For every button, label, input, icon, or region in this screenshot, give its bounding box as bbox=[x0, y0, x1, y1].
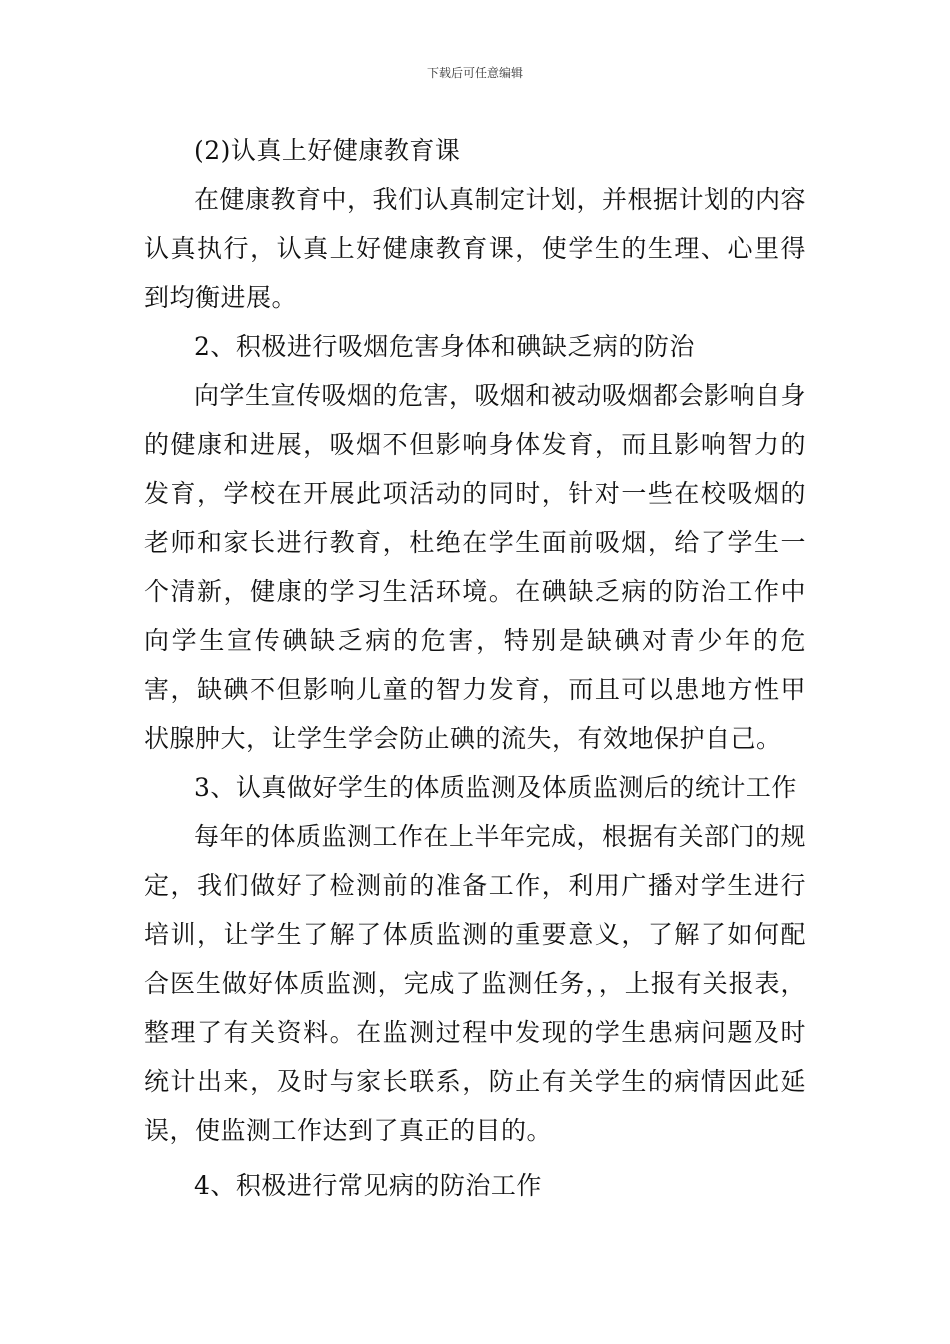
document-body bbox=[144, 126, 806, 1210]
page-header-note: 下载后可任意编辑 bbox=[426, 66, 523, 80]
heading-smoking-iodine: 2、积极进行吸烟危害身体和碘缺乏病的防治 bbox=[194, 332, 695, 361]
heading-common-diseases: 4、积极进行常见病的防治工作 bbox=[194, 1171, 542, 1200]
paragraph-health-education: 在健康教育中，我们认真制定计划，并根据计划的内容认真执行，认真上好健康教育课，使学生的生理、心里得到均衡进展。 bbox=[144, 185, 807, 312]
paragraph-physical-monitoring: 每年的体质监测工作在上半年完成，根据有关部门的规定，我们做好了检测前的准备工作，利用广播对学生进行培训，让学生了解了体质监测的重要意义，了解了如何配合医生做好体质监测，完成了监测任务，，上报有关报表，整理了有关资料。在监测过程中发现的学生患病问题及时统计出来，及时与家长联系，防止有关学生的病情因此延误，使监测工作达到了真正的目的。 bbox=[144, 822, 807, 1145]
heading-physical-monitoring: 3、认真做好学生的体质监测及体质监测后的统计工作 bbox=[194, 773, 797, 802]
subheading-health-class: (2)认真上好健康教育课 bbox=[194, 136, 461, 165]
paragraph-smoking-iodine: 向学生宣传吸烟的危害，吸烟和被动吸烟都会影响自身的健康和进展，吸烟不但影响身体发育，而且影响智力的发育，学校在开展此项活动的同时，针对一些在校吸烟的老师和家长进行教育，杜绝在学生面前吸烟，给了学生一个清新，健康的学习生活环境。在碘缺乏病的防治工作中向学生宣传碘缺乏病的危害，特别是缺碘对青少年的危害，缺碘不但影响儿童的智力发育，而且可以患地方性甲状腺肿大，让学生学会防止碘的流失，有效地保护自己。 bbox=[144, 381, 807, 753]
